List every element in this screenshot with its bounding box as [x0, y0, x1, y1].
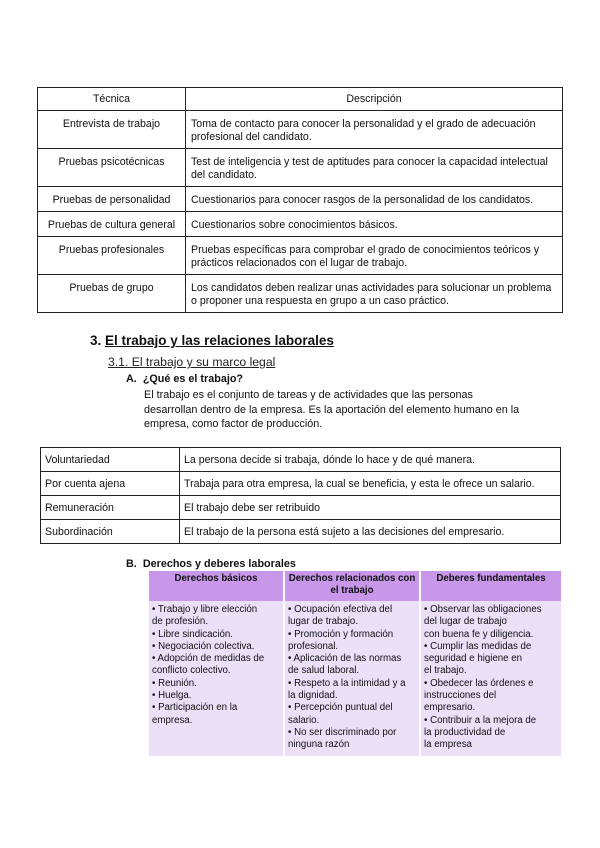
caracteristica-name: Por cuenta ajena: [41, 472, 180, 496]
caracteristica-text: Trabaja para otra empresa, la cual se beneficia, y esta le ofrece un salario.: [180, 472, 561, 496]
descripcion-cell: Los candidatos deben realizar unas actividades para solucionar un problema o proponer una respuesta en grupo a un caso práctico.: [186, 275, 563, 313]
part-a-heading: [126, 373, 243, 385]
descripcion-cell: Pruebas específicas para comprobar el grado de conocimientos teóricos y prácticos relacionados con el lugar de trabajo.: [186, 237, 563, 275]
descripcion-cell: Test de inteligencia y test de aptitudes para conocer la capacidad intelectual del candidato.: [186, 149, 563, 187]
trabajo-definition: El trabajo es el conjunto de tareas y de actividades que las personas desarrollan dentro de la empresa. Es la aportación del elemento humano en la empresa, como factor de producción.: [144, 389, 520, 430]
tecnicas-table: [37, 87, 563, 313]
table-row: [41, 520, 561, 544]
derechos-trabajo-list: • Ocupación efectiva del lugar de trabajo. • Promoción y formación profesional. • Aplicación de las normas de salud laboral. • Respeto a la intimidad y a la dignidad. • Percepción puntual del salario. • No ser discriminado por ninguna razón: [288, 604, 406, 751]
derechos-deberes-table: [147, 571, 563, 756]
caracteristica-text: El trabajo de la persona está sujeto a las decisiones del empresario.: [180, 520, 561, 544]
caracteristica-name: Remuneración: [41, 496, 180, 520]
deberes-cell: [421, 601, 561, 756]
caracteristicas-table: [40, 447, 561, 544]
subsection-heading: 3.1. El trabajo y su marco legal: [108, 355, 276, 369]
table-row: [149, 601, 561, 756]
table-row: [38, 237, 563, 275]
caracteristica-text: La persona decide si trabaja, dónde lo hace y de qué manera.: [180, 448, 561, 472]
table-row: [38, 111, 563, 149]
part-b-heading: [126, 558, 296, 570]
part-b-title: Derechos y deberes laborales: [142, 558, 296, 570]
derechos-basicos-cell: [149, 601, 283, 756]
caracteristica-name: Subordinación: [41, 520, 180, 544]
header-deberes: Deberes fundamentales: [421, 571, 561, 601]
table-row: [38, 275, 563, 313]
header-tecnica: Técnica: [38, 88, 186, 111]
table-row: [38, 149, 563, 187]
section-heading: [90, 333, 334, 348]
descripcion-cell: Toma de contacto para conocer la personalidad y el grado de adecuación profesional del candidato.: [186, 111, 563, 149]
section-number: 3.: [90, 333, 102, 348]
part-a-title: ¿Qué es el trabajo?: [142, 373, 244, 385]
tecnica-cell: Pruebas de grupo: [38, 275, 186, 313]
table-header-row: [149, 571, 561, 601]
section-title: El trabajo y las relaciones laborales: [105, 333, 334, 348]
header-descripcion: Descripción: [186, 88, 563, 111]
header-derechos-trabajo: Derechos relacionados con el trabajo: [285, 571, 419, 601]
descripcion-cell: Cuestionarios sobre conocimientos básicos.: [186, 212, 563, 237]
table-row: [41, 472, 561, 496]
descripcion-cell: Cuestionarios para conocer rasgos de la personalidad de los candidatos.: [186, 187, 563, 212]
part-a-label: A.: [126, 373, 137, 385]
table-row: [38, 212, 563, 237]
tecnica-cell: Entrevista de trabajo: [38, 111, 186, 149]
derechos-basicos-list: • Trabajo y libre elección de profesión. • Libre sindicación. • Negociación colectiva. • Adopción de medidas de conflicto colectivo. • Reunión. • Huelga. • Participación en la empresa.: [152, 604, 265, 726]
tecnica-cell: Pruebas psicotécnicas: [38, 149, 186, 187]
tecnica-cell: Pruebas de personalidad: [38, 187, 186, 212]
derechos-trabajo-cell: [285, 601, 419, 756]
table-row: [41, 496, 561, 520]
tecnica-cell: Pruebas profesionales: [38, 237, 186, 275]
table-header-row: [38, 88, 563, 111]
caracteristica-text: El trabajo debe ser retribuido: [180, 496, 561, 520]
table-row: [41, 448, 561, 472]
deberes-list: • Observar las obligaciones del lugar de trabajo con buena fe y diligencia. • Cumplir las medidas de seguridad e higiene en el trabajo. • Obedecer las órdenes e instrucciones del empresario. • Contribuir a la mejora de la productividad de la empresa: [424, 604, 542, 751]
table-row: [38, 187, 563, 212]
part-b-label: B.: [126, 558, 137, 570]
caracteristica-name: Voluntariedad: [41, 448, 180, 472]
header-derechos-basicos: Derechos básicos: [149, 571, 283, 601]
tecnica-cell: Pruebas de cultura general: [38, 212, 186, 237]
